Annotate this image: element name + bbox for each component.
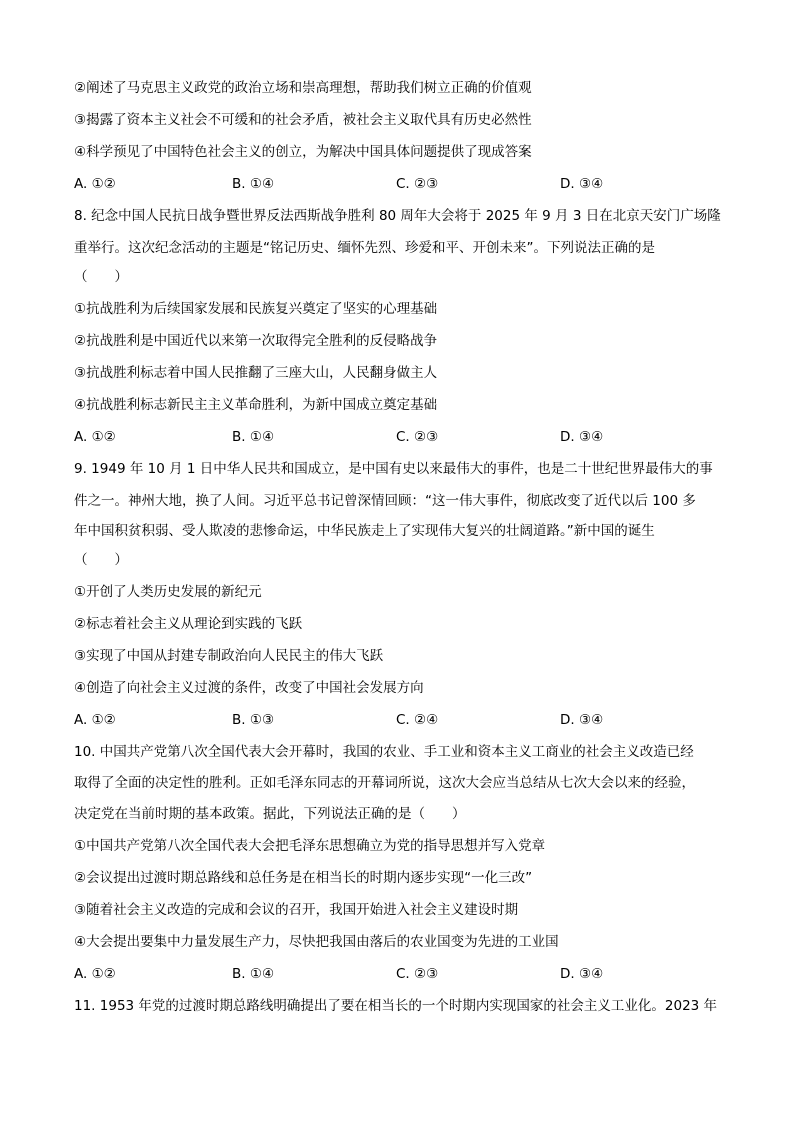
q10-option-b[interactable]: B. ①④ [232,966,275,982]
q10-option-a[interactable]: A. ①② [74,966,116,982]
q9-option-a[interactable]: A. ①② [74,712,116,728]
q8-item-1: ①抗战胜利为后续国家发展和民族复兴奠定了坚实的心理基础 [74,301,438,317]
q9-option-d[interactable]: D. ③④ [560,712,604,728]
q10-item-4: ④大会提出要集中力量发展生产力，尽快把我国由落后的农业国变为先进的工业国 [74,934,559,950]
q10-item-2: ②会议提出过渡时期总路线和总任务是在相当长的时期内逐步实现“一化三改” [74,870,533,886]
q7-option-b[interactable]: B. ①④ [232,176,275,192]
q9-stem-line-2: 件之一。神州大地，换了人间。习近平总书记曾深情回顾：“这一伟大事件，彻底改变了近代以后 100 多 [74,493,696,509]
q8-option-a[interactable]: A. ①② [74,429,116,445]
q9-item-1: ①开创了人类历史发展的新纪元 [74,584,262,600]
q8-option-b[interactable]: B. ①④ [232,429,275,445]
q10-stem-line-2: 取得了全面的决定性的胜利。正如毛泽东同志的开幕词所说，这次大会应当总结从七次大会以来的经验， [74,775,695,791]
q8-item-4: ④抗战胜利标志新民主主义革命胜利，为新中国成立奠定基础 [74,397,438,413]
q7-item-3: ③揭露了资本主义社会不可缓和的社会矛盾，被社会主义取代具有历史必然性 [74,112,532,128]
q10-options [74,964,724,984]
q8-options [74,427,724,447]
q8-stem-line-1: 8. 纪念中国人民抗日战争暨世界反法西斯战争胜利 80 周年大会将于 2025 年 9 月 3 日在北京天安门广场隆 [74,208,721,224]
q9-option-c[interactable]: C. ②④ [396,712,439,728]
q9-answer-blank: （ ） [74,552,128,568]
q7-option-a[interactable]: A. ①② [74,176,116,192]
q9-item-2: ②标志着社会主义从理论到实践的飞跃 [74,616,303,632]
q10-stem-line-3: 决定党在当前时期的基本政策。据此，下列说法正确的是（ ） [74,806,466,822]
q8-item-2: ②抗战胜利是中国近代以来第一次取得完全胜利的反侵略战争 [74,333,438,349]
q10-option-c[interactable]: C. ②③ [396,966,439,982]
q7-item-4: ④科学预见了中国特色社会主义的创立，为解决中国具体问题提供了现成答案 [74,144,532,160]
q8-option-d[interactable]: D. ③④ [560,429,604,445]
q9-item-3: ③实现了中国从封建专制政治向人民民主的伟大飞跃 [74,648,384,664]
q7-option-c[interactable]: C. ②③ [396,176,439,192]
q8-item-3: ③抗战胜利标志着中国人民推翻了三座大山，人民翻身做主人 [74,365,438,381]
q10-item-3: ③随着社会主义改造的完成和会议的召开，我国开始进入社会主义建设时期 [74,902,519,918]
q9-item-4: ④创造了向社会主义过渡的条件，改变了中国社会发展方向 [74,680,424,696]
q9-stem-line-1: 9. 1949 年 10 月 1 日中华人民共和国成立，是中国有史以来最伟大的事件，也是二十世纪世界最伟大的事 [74,461,713,477]
q8-answer-blank: （ ） [74,269,128,285]
q11-stem-line-1: 11. 1953 年党的过渡时期总路线明确提出了要在相当长的一个时期内实现国家的社会主义工业化。2023 年 [74,998,718,1014]
q8-stem-line-2: 重举行。这次纪念活动的主题是“铭记历史、缅怀先烈、珍爱和平、开创未来”。下列说法正确的是 [74,240,655,256]
q7-item-2: ②阐述了马克思主义政党的政治立场和崇高理想，帮助我们树立正确的价值观 [74,80,532,96]
q9-option-b[interactable]: B. ①③ [232,712,275,728]
q7-options [74,174,724,194]
q8-option-c[interactable]: C. ②③ [396,429,439,445]
q9-options [74,710,724,730]
q7-option-d[interactable]: D. ③④ [560,176,604,192]
q10-stem-line-1: 10. 中国共产党第八次全国代表大会开幕时，我国的农业、手工业和资本主义工商业的社会主义改造已经 [74,744,694,760]
q10-option-d[interactable]: D. ③④ [560,966,604,982]
q10-item-1: ①中国共产党第八次全国代表大会把毛泽东思想确立为党的指导思想并写入党章 [74,838,546,854]
q9-stem-line-3: 年中国积贫积弱、受人欺凌的悲惨命运，中华民族走上了实现伟大复兴的壮阔道路。”新中国的诞生 [74,523,655,539]
